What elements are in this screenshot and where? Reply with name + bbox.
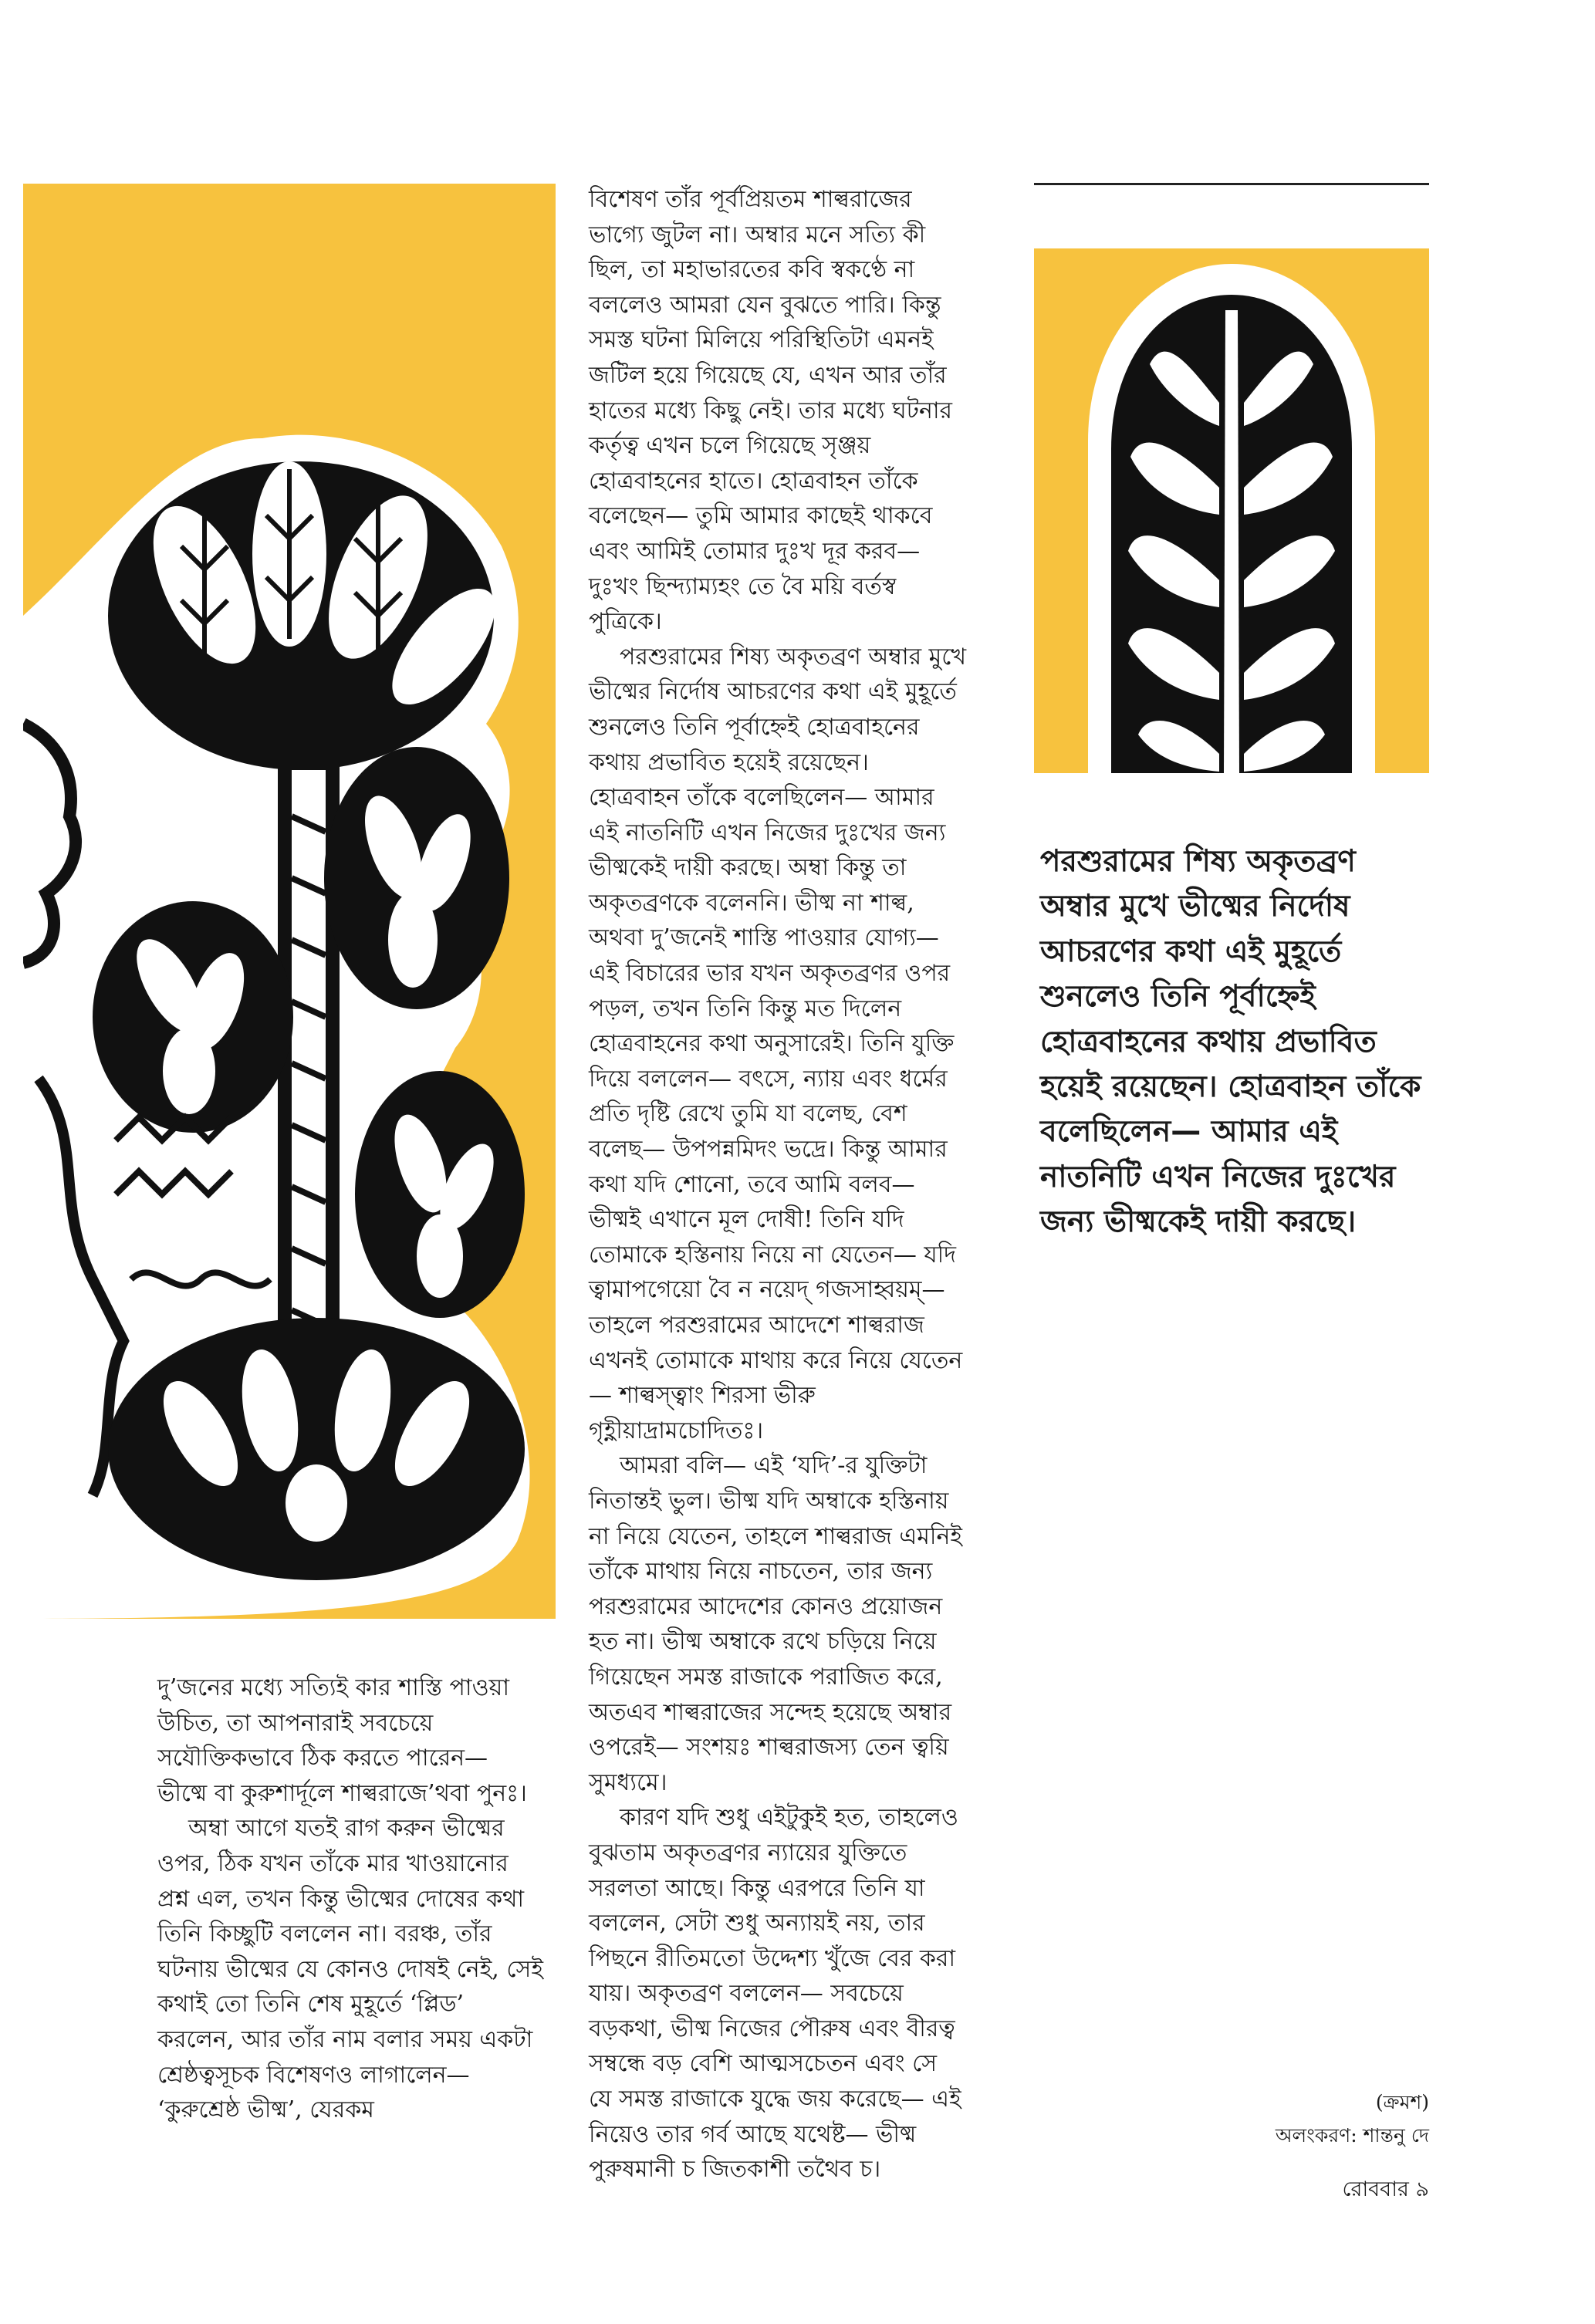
series-continued-note: (ক্রমশ) <box>1375 2091 1429 2113</box>
leaf-illustration <box>1034 248 1429 773</box>
page-folio: রোববার ৯ <box>1342 2177 1429 2201</box>
tree-illustration <box>23 184 556 1619</box>
article-column-middle <box>589 182 967 2187</box>
leaf-artwork <box>1034 248 1429 773</box>
article-paragraph: আমরা বলি— এই ‘যদি’-র যুক্তিটা নিতান্তই ভুল। ভীষ্ম যদি অম্বাকে হস্তিনায় না নিয়ে যেতেন, তাহলে শাল্বরাজ এমনিই তাঁকে মাথায় নিয়ে নাচতেন, তার জন্য পরশুরামের আদেশের কোনও প্রয়োজন হত না। ভীষ্ম অম্বাকে রথে চড়িয়ে নিয়ে গিয়েছেন সমস্ত রাজাকে পরাজিত করে, অতএব শাল্বরাজের সন্দেহ হয়েছে অম্বার ওপরেই— সংশয়ঃ শাল্বরাজস্য তেন ত্বয়ি সুমধ্যমে। <box>589 1452 963 1796</box>
illustration-credit: অলংকরণ: শান্তনু দে <box>1275 2124 1429 2147</box>
article-paragraph: বিশেষণ তাঁর পূর্বপ্রিয়তম শাল্বরাজের ভাগ্যে জুটল না। অম্বার মনে সত্যি কী ছিল, তা মহাভারতের কবি স্বকণ্ঠে না বললেও আমরা যেন বুঝতে পারি। কিন্তু সমস্ত ঘটনা মিলিয়ে পরিস্থিতিটা এমনই জটিল হয়ে গিয়েছে যে, এখন আর তাঁর হাতের মধ্যে কিছু নেই। তার মধ্যে ঘটনার কর্তৃত্ব এখন চলে গিয়েছে সৃঞ্জয় হোত্রবাহনের হাতে। হোত্রবাহন তাঁকে বলেছেন— তুমি আমার কাছেই থাকবে এবং আমিই তোমার দুঃখ দূর করব— দুঃখং ছিন্দ্যাম্যহং তে বৈ ময়ি বর্তস্ব পুত্রিকে। <box>589 186 953 636</box>
pull-quote: পরশুরামের শিষ্য অকৃতব্রণ অম্বার মুখে ভীষ্মের নির্দোষ আচরণের কথা এই মুহূর্তে শুনলেও তিনি পূর্বাহ্নেই হোত্রবাহনের কথায় প্রভাবিত হয়েই রয়েছেন। হোত্রবাহন তাঁকে বলেছিলেন— আমার এই নাতনিটি এখন নিজের দুঃখের জন্য ভীষ্মকেই দায়ী করছে। <box>1040 844 1421 1240</box>
top-rule-divider <box>1034 183 1429 185</box>
article-paragraph: কারণ যদি শুধু এইটুকুই হত, তাহলেও বুঝতাম অকৃতব্রণর ন্যায়ের যুক্তিতে সরলতা আছে। কিন্তু এরপরে তিনি যা বললেন, সেটা শুধু অন্যায়ই নয়, তার পিছনে রীতিমতো উদ্দেশ্য খুঁজে বের করা যায়। অকৃতব্রণ বললেন— সবচেয়ে বড়কথা, ভীষ্ম নিজের পৌরুষ এবং বীরত্ব সম্বন্ধে বড় বেশি আত্মসচেতন এবং সে যে সমস্ত রাজাকে যুদ্ধে জয় করেছে— এই নিয়েও তার গর্ব আছে যথেষ্ট— ভীষ্ম পুরুষমানী চ জিতকাশী তথৈব চ। <box>589 1804 961 2184</box>
article-column-left <box>157 1670 543 2128</box>
tree-artwork <box>23 184 556 1619</box>
article-paragraph: অম্বা আগে যতই রাগ করুন ভীষ্মের ওপর, ঠিক যখন তাঁকে মার খাওয়ানোর প্রশ্ন এল, তখন কিন্তু ভীষ্মের দোষের কথা তিনি কিচ্ছুটি বললেন না। বরঞ্চ, তাঁর ঘটনায় ভীষ্মের যে কোনও দোষই নেই, সেই কথাই তো তিনি শেষ মুহূর্তে ‘প্লিড’ করলেন, আর তাঁর নাম বলার সময় একটা শ্রেষ্ঠত্বসূচক বিশেষণও লাগালেন— ‘কুরুশ্রেষ্ঠ ভীষ্ম’, যেরকম <box>157 1815 543 2124</box>
article-paragraph: দু’জনের মধ্যে সত্যিই কার শাস্তি পাওয়া উচিত, তা আপনারাই সবচেয়ে সযৌক্তিকভাবে ঠিক করতে পারেন— ভীষ্মে বা কুরুশার্দূলে শাল্বরাজে’থবা পুনঃ। <box>157 1674 527 1807</box>
article-paragraph: পরশুরামের শিষ্য অকৃতব্রণ অম্বার মুখে ভীষ্মের নির্দোষ আচরণের কথা এই মুহূর্তে শুনলেও তিনি পূর্বাহ্নেই হোত্রবাহনের কথায় প্রভাবিত হয়েই রয়েছেন। হোত্রবাহন তাঁকে বলেছিলেন— আমার এই নাতনিটি এখন নিজের দুঃখের জন্য ভীষ্মকেই দায়ী করছে। অম্বা কিন্তু তা অকৃতব্রণকে বলেননি। ভীষ্ম না শাল্ব, অথবা দু’জনেই শাস্তি পাওয়ার যোগ্য— এই বিচারের ভার যখন অকৃতব্রণর ওপর পড়ল, তখন তিনি কিন্তু মত দিলেন হোত্রবাহনের কথা অনুসারেই। তিনি যুক্তি দিয়ে বললেন— বৎসে, ন্যায় এবং ধর্মের প্রতি দৃষ্টি রেখে তুমি যা বলেছ, বেশ বলেছ— উপপন্নমিদং ভদ্রে। কিন্তু আমার কথা যদি শোনো, তবে আমি বলব— ভীষ্মই এখানে মূল দোষী! তিনি যদি তোমাকে হস্তিনায় নিয়ে না যেতেন— যদি ত্বামাপগেয়ো বৈ ন নয়েদ্ গজসাহ্বয়ম্— তাহলে পরশুরামের আদেশে শাল্বরাজ এখনই তোমাকে মাথায় করে নিয়ে যেতেন— শাল্বস্ত্বাং শিরসা ভীরু গৃহ্ণীয়াদ্রামচোদিতঃ। <box>589 643 967 1444</box>
